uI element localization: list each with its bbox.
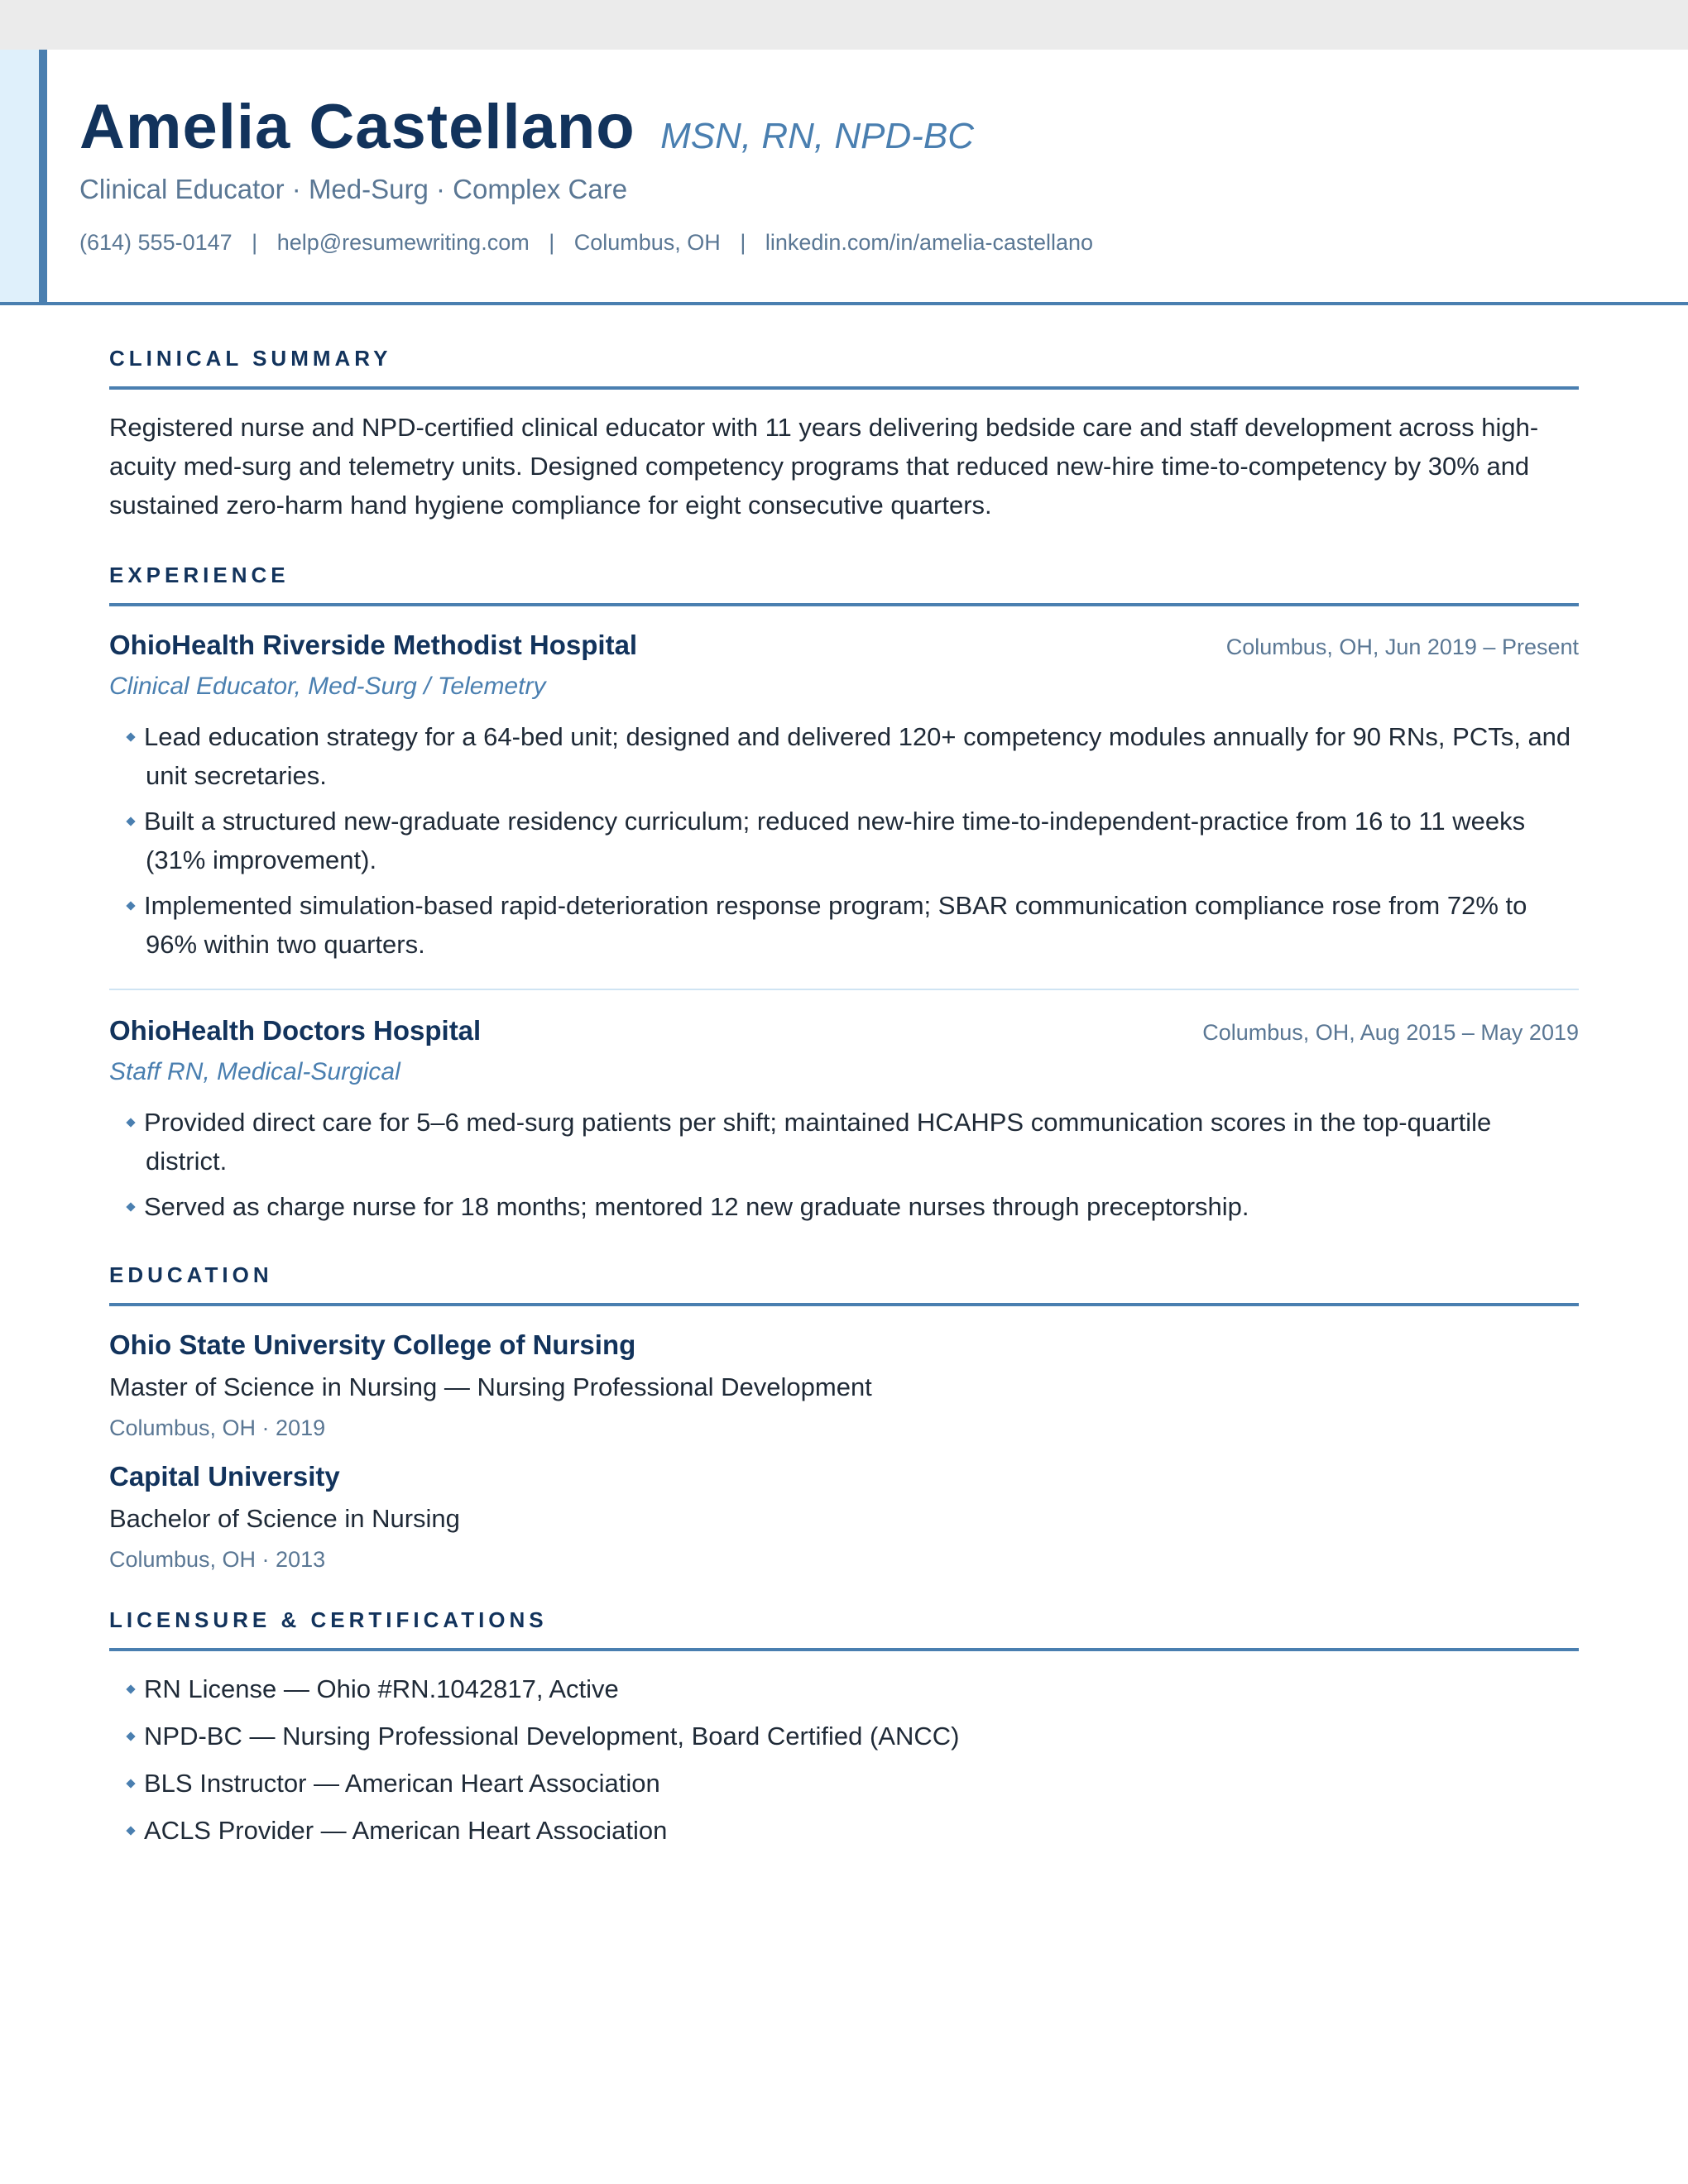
job-entry [109,630,1579,964]
contact-separator: | [252,230,258,255]
job-role: Clinical Educator, Med-Surg / Telemetry [109,673,546,700]
contact-email[interactable]: help@resumewriting.com [276,230,530,255]
resume-header [0,50,1688,305]
bullet-text: Built a structured new-graduate residency curriculum; reduced new-hire time-to-independent-practice from 16 to 11 weeks (31% improvement). [144,807,1526,874]
diamond-bullet-icon [126,901,135,910]
contact-line [79,230,1093,256]
education-school: Capital University [109,1461,340,1492]
diamond-bullet-icon [126,1779,135,1788]
header-accent-tint [0,50,39,302]
tagline: Clinical Educator · Med-Surg · Complex Care [79,174,628,204]
list-item [127,717,1579,795]
certification-text: ACLS Provider — American Heart Association [144,1816,668,1845]
header-accent-rule [39,50,47,302]
name-row [79,91,974,163]
candidate-credentials: MSN, RN, NPD-BC [660,116,975,156]
list-item [127,802,1579,879]
bullet-text: Served as charge nurse for 18 months; mentored 12 new graduate nurses through preceptorship. [144,1192,1249,1221]
diamond-bullet-icon [126,1684,135,1693]
bullet-text: Lead education strategy for a 64-bed unit; designed and delivered 120+ competency modules annually for 90 RNs, PCTs, and unit secretaries. [144,722,1571,790]
list-item [127,1764,1579,1803]
certification-text: RN License — Ohio #RN.1042817, Active [144,1674,619,1703]
list-item [127,1669,1579,1708]
education-degree: Master of Science in Nursing — Nursing Professional Development [109,1372,872,1401]
summary-section [109,346,1579,524]
certification-text: NPD-BC — Nursing Professional Development, Board Certified (ANCC) [144,1722,960,1751]
summary-text: Registered nurse and NPD-certified clinical educator with 11 years delivering bedside care and staff development across high-acuity med-surg and telemetry units. Designed competency programs that reduced new-hire time-to-competency by 30% and sustained zero-harm hand hygiene compliance for eight consecutive quarters. [109,413,1539,520]
contact-separator: | [740,230,746,255]
job-bullets [109,1103,1579,1226]
licensure-list [109,1669,1579,1850]
education-entry [109,1461,1579,1573]
contact-location: Columbus, OH [573,230,721,255]
job-divider [109,989,1579,990]
list-item [127,1103,1579,1181]
diamond-bullet-icon [126,817,135,826]
diamond-bullet-icon [126,1731,135,1741]
list-item [127,886,1579,964]
resume-body [109,302,1579,1858]
job-location-dates: Columbus, OH, Aug 2015 – May 2019 [1202,1020,1579,1045]
diamond-bullet-icon [126,1118,135,1127]
job-role: Staff RN, Medical-Surgical [109,1058,400,1085]
job-organization: OhioHealth Riverside Methodist Hospital [109,630,638,660]
bullet-text: Implemented simulation-based rapid-deterioration response program; SBAR communication compliance rose from 72% to 96% within two quarters. [144,891,1527,959]
section-title-experience: EXPERIENCE [109,563,1579,606]
list-item [127,1717,1579,1755]
certification-text: BLS Instructor — American Heart Association [144,1769,660,1798]
contact-phone: (614) 555-0147 [79,230,233,255]
bullet-text: Provided direct care for 5–6 med-surg patients per shift; maintained HCAHPS communication scores in the top-quartile district. [144,1108,1492,1176]
contact-separator: | [549,230,555,255]
list-item [127,1811,1579,1850]
education-entry [109,1329,1579,1441]
contact-linkedin[interactable]: linkedin.com/in/amelia-castellano [765,230,1094,255]
job-bullets [109,717,1579,964]
education-location-year: Columbus, OH · 2013 [109,1547,326,1572]
top-bar [0,0,1688,50]
diamond-bullet-icon [126,1826,135,1835]
job-organization: OhioHealth Doctors Hospital [109,1015,482,1046]
section-title-summary: CLINICAL SUMMARY [109,346,1579,390]
licensure-section [109,1607,1579,1850]
section-title-licensure: LICENSURE & CERTIFICATIONS [109,1607,1579,1651]
candidate-name: Amelia Castellano [79,92,635,162]
education-degree: Bachelor of Science in Nursing [109,1504,460,1533]
job-header [109,1015,1579,1046]
job-location-dates: Columbus, OH, Jun 2019 – Present [1225,635,1579,659]
experience-section [109,563,1579,1226]
job-header [109,630,1579,661]
section-title-education: EDUCATION [109,1262,1579,1306]
list-item [127,1187,1579,1226]
job-entry [109,1015,1579,1226]
education-school: Ohio State University College of Nursing [109,1329,636,1360]
diamond-bullet-icon [126,732,135,741]
education-section [109,1262,1579,1573]
education-location-year: Columbus, OH · 2019 [109,1415,326,1440]
diamond-bullet-icon [126,1202,135,1211]
